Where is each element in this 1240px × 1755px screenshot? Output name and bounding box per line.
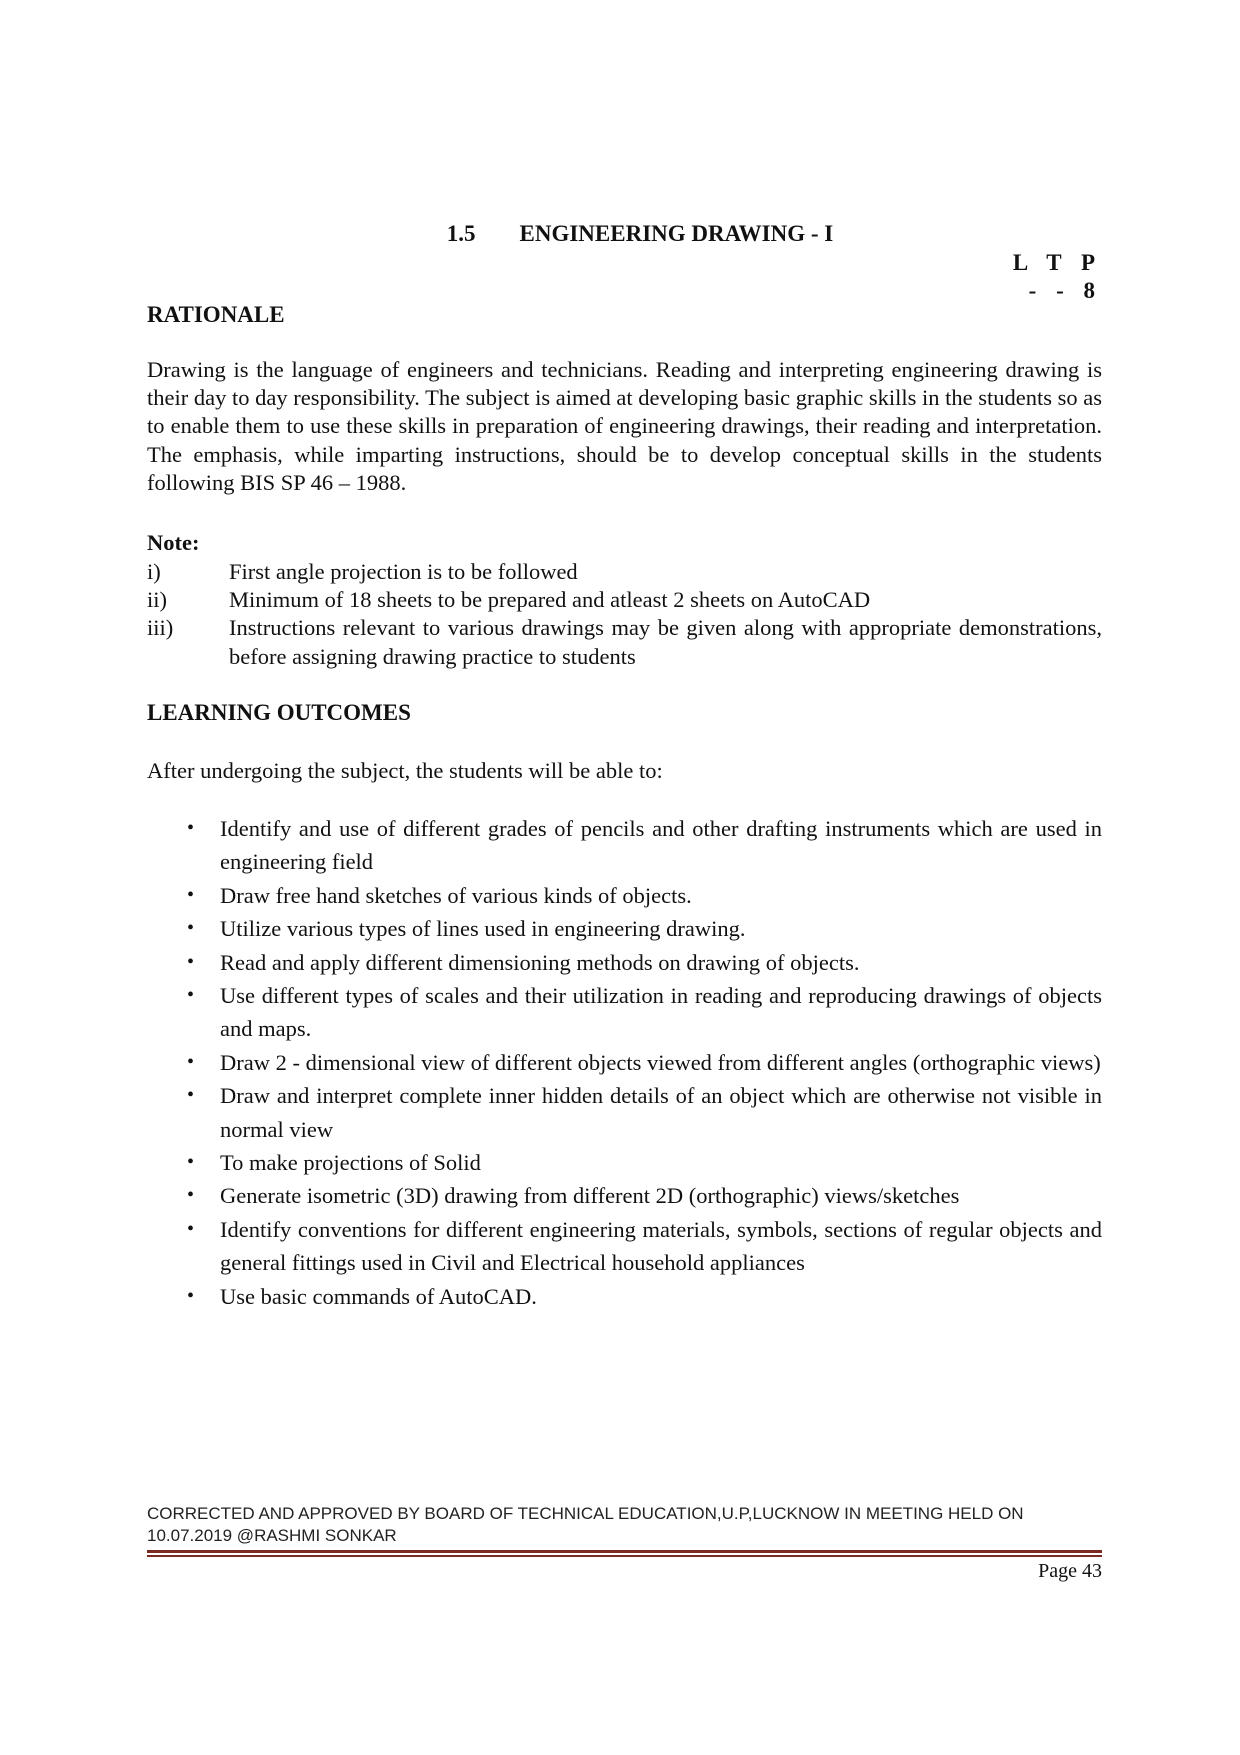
page-number: Page 43: [1038, 1560, 1102, 1582]
list-item: [147, 979, 1102, 1046]
footer-line-2: 10.07.2019 @RASHMI SONKAR: [147, 1526, 397, 1545]
footer-approval-note: [147, 1503, 1107, 1547]
list-item-text: To make projections of Solid: [220, 1150, 481, 1176]
list-item: [147, 1079, 1102, 1146]
bullet-icon: •: [187, 1050, 195, 1073]
bullet-icon: •: [187, 1217, 195, 1240]
note-item: [147, 586, 1102, 614]
list-item: [147, 946, 1102, 979]
section-number: 1.5: [446, 221, 476, 246]
list-item-text: Identify and use of different grades of pencils and other drafting instruments which are used in engineering field: [220, 816, 1102, 875]
bullet-icon: •: [187, 950, 195, 973]
list-item: [147, 1046, 1102, 1079]
list-item: [147, 812, 1102, 879]
note-item: [147, 614, 1102, 670]
ltp-header: L T P: [1012, 250, 1102, 275]
bullet-icon: •: [187, 1284, 195, 1307]
learning-outcomes-intro: After undergoing the subject, the students will be able to:: [147, 758, 663, 783]
list-item-text: Draw free hand sketches of various kinds of objects.: [220, 882, 692, 908]
note-list: [147, 558, 1102, 671]
note-text: Minimum of 18 sheets to be prepared and atleast 2 sheets on AutoCAD: [229, 587, 871, 613]
note-text: Instructions relevant to various drawings may be given along with appropriate demonstrations, before assigning drawing practice to students: [229, 615, 1102, 669]
note-marker: iii): [147, 615, 174, 641]
note-text: First angle projection is to be followed: [229, 559, 578, 584]
section-title: [0, 221, 1240, 247]
bullet-icon: •: [187, 917, 195, 940]
bullet-icon: •: [187, 1084, 195, 1107]
list-item: [147, 1213, 1102, 1280]
list-item-text: Use basic commands of AutoCAD.: [220, 1283, 537, 1309]
bullet-icon: •: [187, 1151, 195, 1174]
list-item: [147, 1280, 1102, 1313]
bullet-icon: •: [187, 883, 195, 906]
rationale-paragraph: Drawing is the language of engineers and technicians. Reading and interpreting engineering drawing is their day to day responsibility. The subject is aimed at developing basic graphic skills in the students so as to enable them to use these skills in preparation of engineering drawings, their reading and interpretation. The emphasis, while imparting instructions, should be to develop conceptual skills in the students following BIS SP 46 – 1988.: [147, 357, 1102, 495]
note-label: Note:: [147, 530, 200, 555]
list-item-text: Generate isometric (3D) drawing from different 2D (orthographic) views/sketches: [220, 1183, 960, 1209]
footer-divider-thick: [147, 1550, 1102, 1553]
learning-outcomes-heading: LEARNING OUTCOMES: [147, 700, 411, 725]
list-item: [147, 912, 1102, 945]
list-item: [147, 1146, 1102, 1179]
list-item-text: Draw and interpret complete inner hidden details of an object which are otherwise not visible in normal view: [220, 1083, 1102, 1142]
list-item-text: Use different types of scales and their utilization in reading and reproducing drawings of objects and maps.: [220, 983, 1102, 1042]
footer-line-1: CORRECTED AND APPROVED BY BOARD OF TECHNICAL EDUCATION,U.P,LUCKNOW IN MEETING HELD ON: [147, 1504, 1024, 1523]
bullet-icon: •: [187, 984, 195, 1007]
note-marker: i): [147, 559, 161, 584]
list-item-text: Read and apply different dimensioning methods on drawing of objects.: [220, 949, 860, 975]
list-item: [147, 879, 1102, 912]
list-item-text: Draw 2 - dimensional view of different objects viewed from different angles (orthographic views): [220, 1049, 1101, 1075]
section-title-text: ENGINEERING DRAWING - I: [519, 221, 834, 246]
note-marker: ii): [147, 587, 167, 613]
rationale-heading: RATIONALE: [147, 302, 285, 327]
footer-divider-thin: [147, 1555, 1102, 1557]
list-item-text: Identify conventions for different engineering materials, symbols, sections of regular objects and general fittings used in Civil and Electrical household appliances: [220, 1216, 1102, 1276]
ltp-values: - - 8: [1028, 278, 1102, 303]
bullet-icon: •: [187, 817, 195, 839]
list-item: [147, 1179, 1102, 1212]
note-item: [147, 558, 1102, 586]
learning-outcomes-list: [147, 812, 1102, 1313]
list-item-text: Utilize various types of lines used in engineering drawing.: [220, 916, 746, 942]
bullet-icon: •: [187, 1184, 195, 1207]
